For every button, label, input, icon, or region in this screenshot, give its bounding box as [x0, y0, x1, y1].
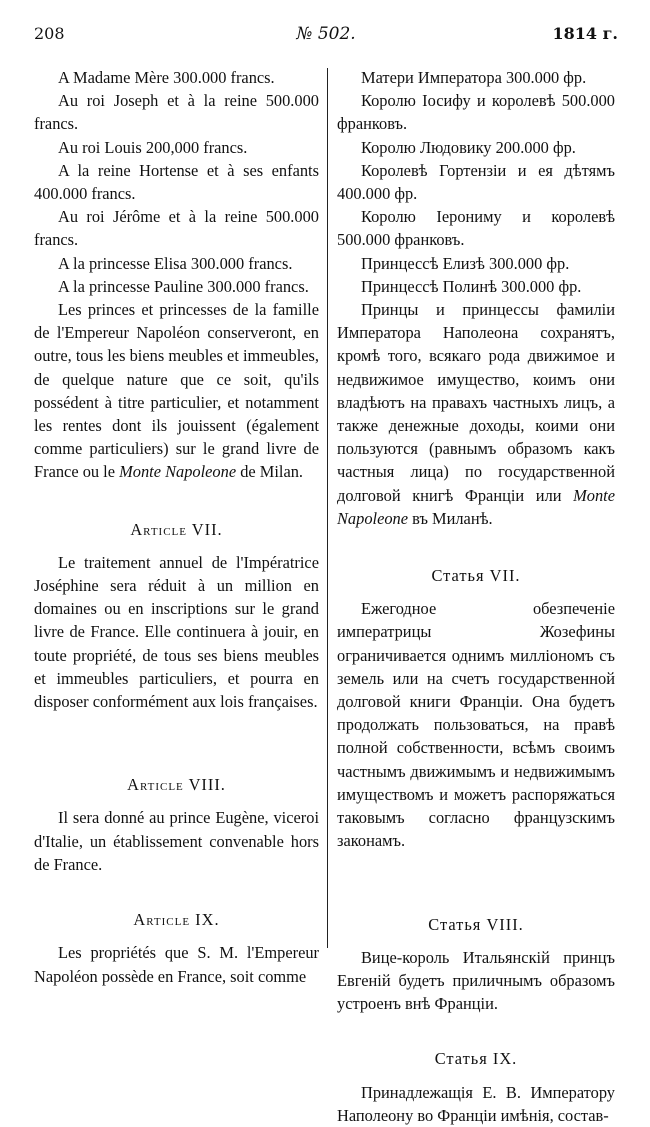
- french-column: [34, 66, 319, 988]
- article-7-text: Ежегодное обезпеченіе императрицы Жозефины ограничивается однимъ милліономъ съ земель или на счетъ государственной долговой книги Франціи. Она будетъ продолжать пользоваться, на правѣ полной собственности, всѣмъ своимъ частнымъ движимымъ и недвижимымъ имуществомъ и можетъ распоряжаться таковымъ согласно французскимъ законамъ.: [337, 599, 615, 851]
- allocation-line: Королю Іосифу и королевѣ 500.000 франковъ.: [337, 91, 615, 134]
- article-9-text: Принадлежащія Е. В. Императору Наполеону во Франціи имѣнія, состав-: [337, 1082, 615, 1125]
- column-divider: [327, 68, 328, 948]
- princes-text-end: de Milan.: [236, 462, 304, 482]
- monte-napoleone-italic: Monte Napoleone: [119, 462, 237, 482]
- allocation-line: Au roi Louis 200,000 francs.: [58, 137, 248, 157]
- princes-text-end: въ Миланѣ.: [408, 508, 493, 528]
- allocation-line: Au roi Joseph et à la reine 500.000 francs.: [34, 91, 319, 134]
- allocation-line: Принцессѣ Елизѣ 300.000 фр.: [361, 253, 570, 273]
- allocation-line: A la princesse Pauline 300.000 francs.: [58, 276, 309, 296]
- allocation-line: A la reine Hortense et à ses enfants 400.000 francs.: [34, 160, 319, 204]
- page-header: [34, 24, 618, 50]
- allocation-line: Матери Императора 300.000 фр.: [361, 68, 587, 87]
- article-9-text: Les propriétés que S. M. l'Empereur Napoléon possède en France, soit comme: [34, 943, 319, 986]
- allocation-line: Au roi Jérôme et à la reine 500.000 francs.: [34, 207, 319, 250]
- year-label: 1814 г.: [552, 24, 618, 43]
- article-8-text: Вице-король Итальянскій принцъ Евгеній будетъ приличнымъ образомъ устроенъ внѣ Франціи.: [337, 947, 615, 1014]
- monte-napoleone-italic: Monte Napoleone: [337, 485, 615, 528]
- document-number: № 502.: [296, 24, 356, 44]
- princes-paragraph: [34, 298, 319, 484]
- allocation-line: Королю Іерониму и королевѣ 500.000 франковъ.: [337, 207, 615, 250]
- allocation-line: Принцессѣ Полинѣ 300.000 фр.: [361, 276, 582, 296]
- article-9-heading: Статья IX.: [434, 1049, 518, 1069]
- article-7-heading: Article VII.: [130, 519, 223, 539]
- article-9-heading: Article IX.: [133, 910, 220, 930]
- allocation-line: A la princesse Elisa 300.000 francs.: [58, 253, 293, 273]
- princes-text-start: Les princes et princesses de la famille de l'Empereur Napoléon conserveront, en outre, tous les biens meubles et immeubles, de quelque nature que ce soit, qu'ils possédent à titre particulier, et notamment les rentes dont ils jouissent (également comme particuliers) sur le grand livre de France ou le: [34, 300, 319, 482]
- article-8-heading: Статья VIII.: [428, 914, 524, 934]
- article-7-heading: Статья VII.: [431, 566, 521, 586]
- allocation-line: Королю Людовику 200.000 фр.: [361, 137, 576, 157]
- princes-text-start: Принцы и принцессы фамиліи Императора Наполеона сохранятъ, кромѣ того, всякаго рода движимое и недвижимое имущество, коимъ они владѣютъ на правахъ частныхъ лицъ, а также денежные доходы, коими они пользуются (равнымъ образомъ какъ частныя лица) по государственной долговой книгѣ Франціи или: [337, 300, 615, 505]
- allocation-line: Королевѣ Гортензіи и ея дѣтямъ 400.000 фр.: [337, 160, 615, 204]
- allocation-line: A Madame Mère 300.000 francs.: [58, 68, 275, 87]
- page-number: 208: [34, 24, 65, 43]
- princes-paragraph: [337, 298, 615, 530]
- article-7-text: Le traitement annuel de l'Impératrice Joséphine sera réduit à un million en domaines ou en inscriptions sur le grand livre de France. Elle continuera à jouir, en toute propriété, de tous ses biens meubles et immeubles particuliers, et pourra en disposer conformément aux lois françaises.: [34, 552, 319, 712]
- article-8-text: Il sera donné au prince Eugène, viceroi d'Italie, un établissement convenable hors de France.: [34, 808, 319, 874]
- russian-column: [337, 66, 615, 1127]
- article-8-heading: Article VIII.: [127, 775, 226, 795]
